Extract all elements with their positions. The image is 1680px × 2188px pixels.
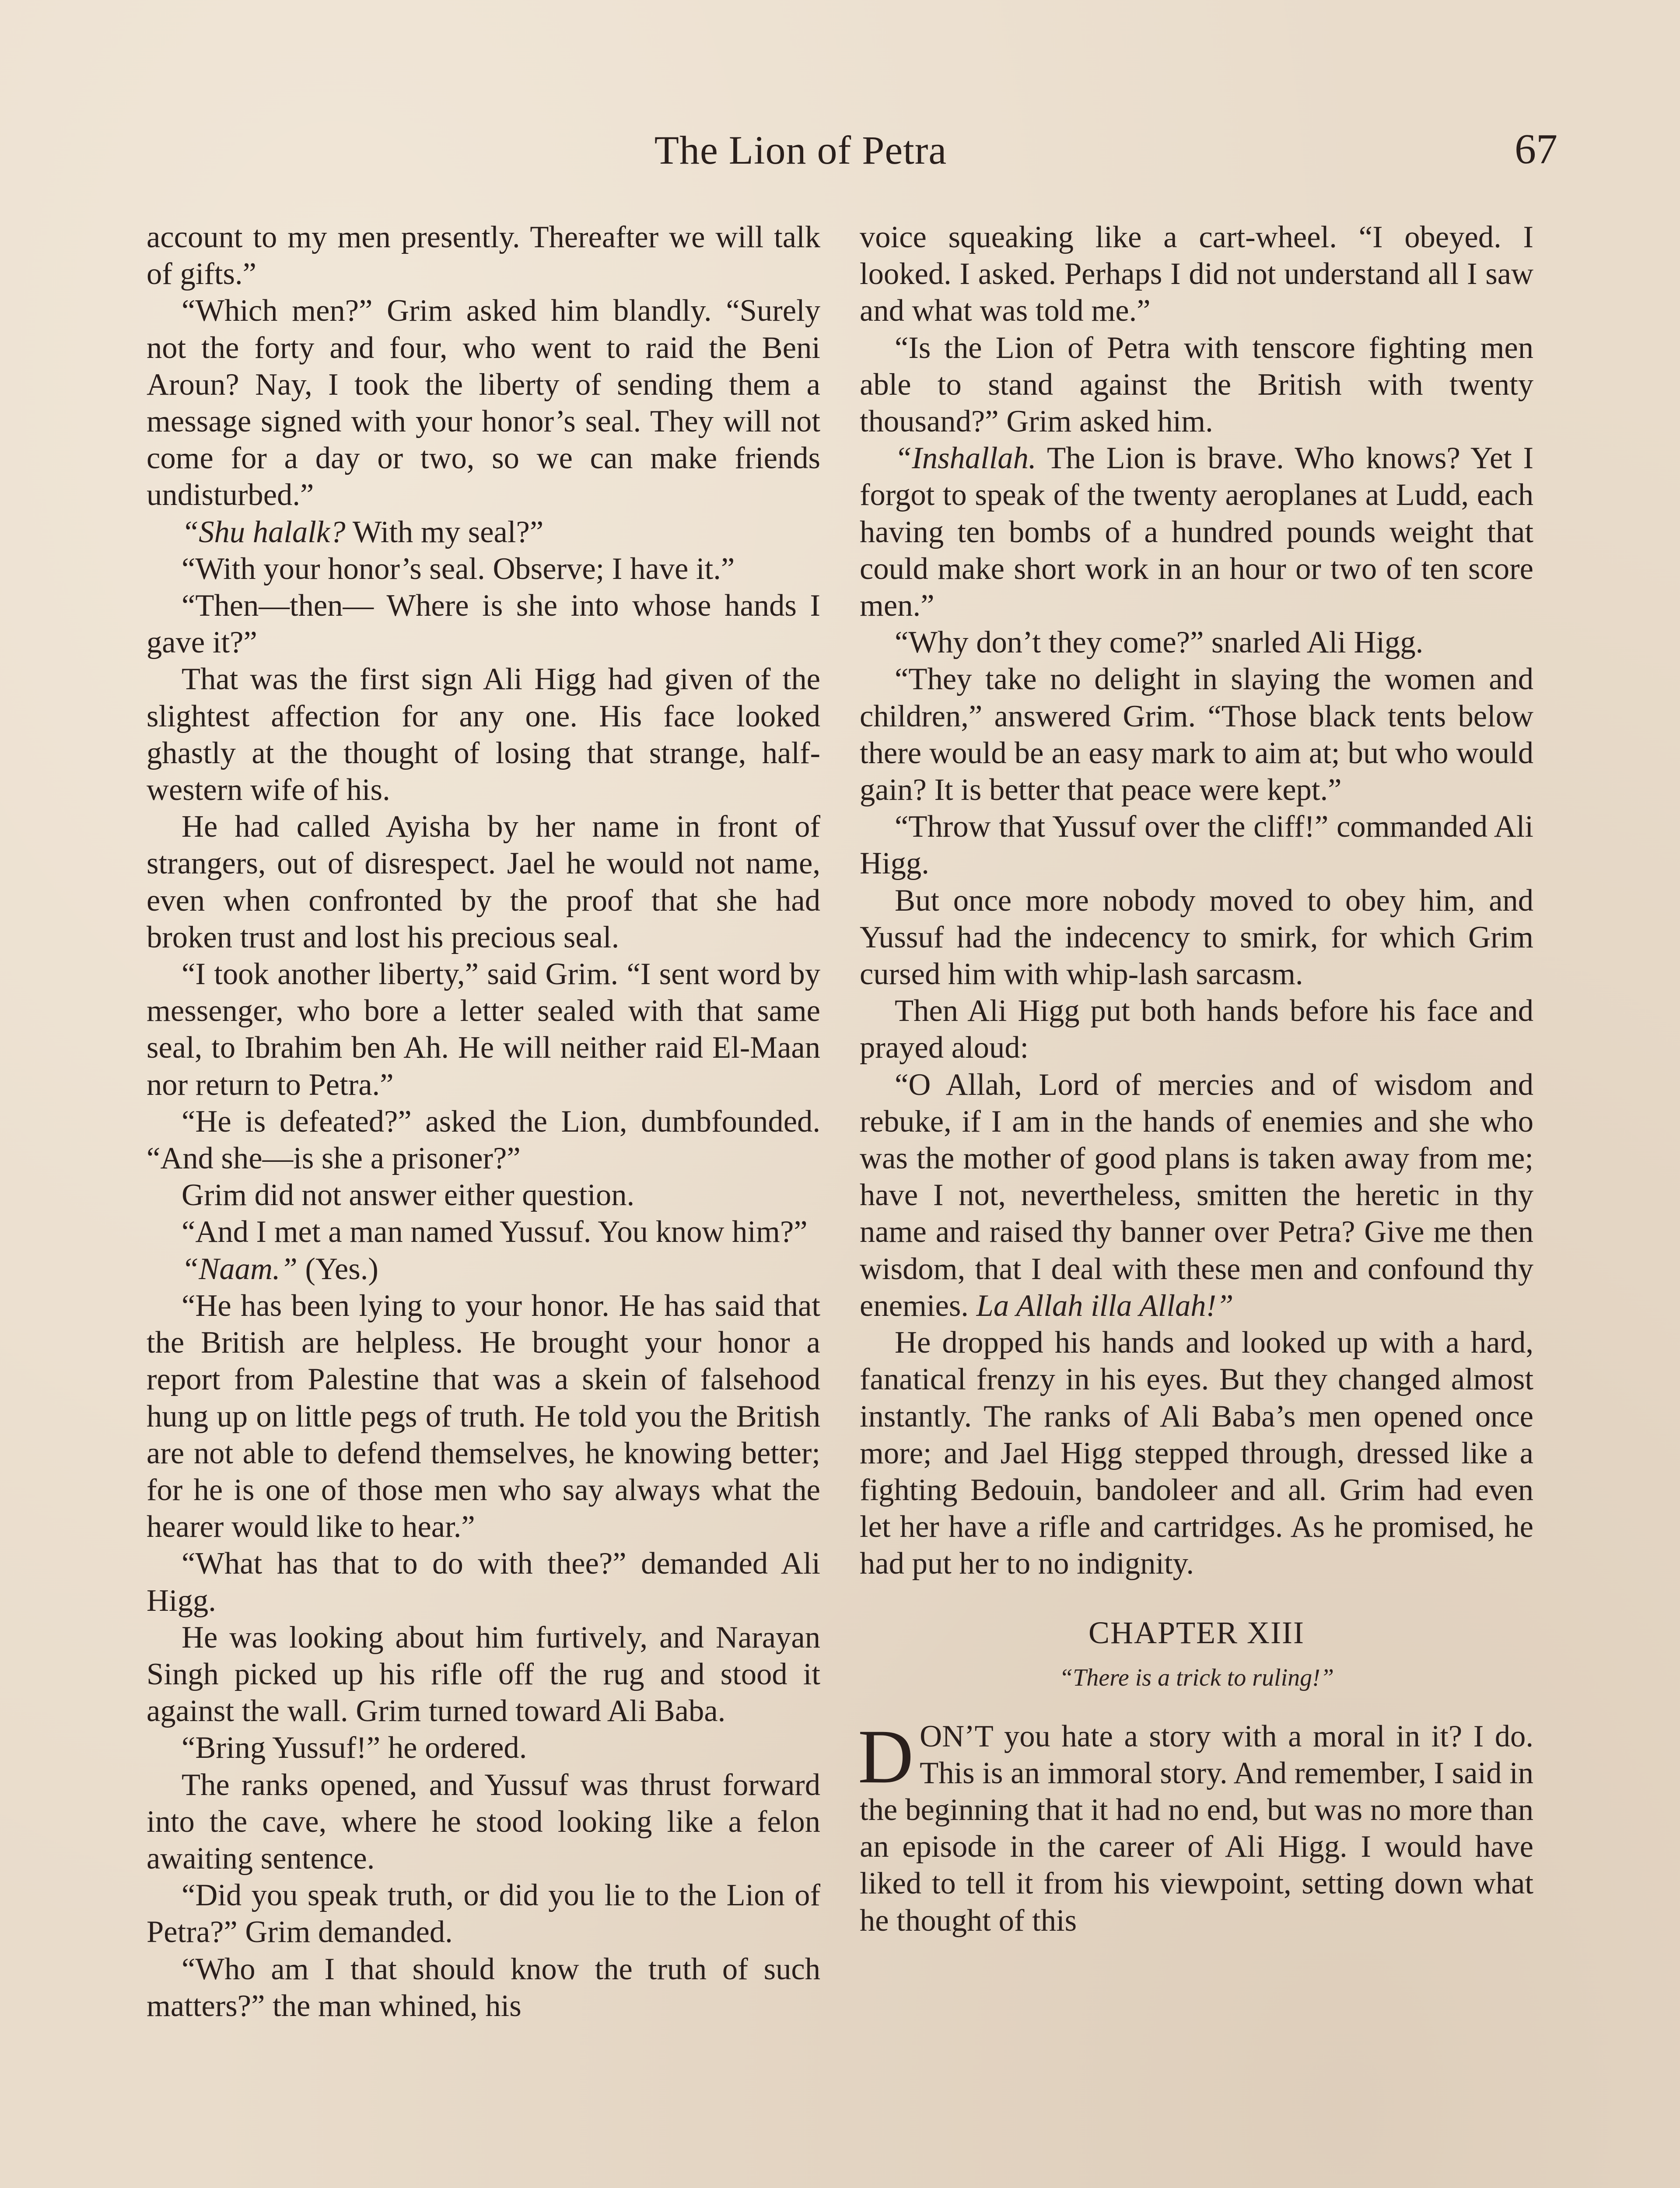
- running-title: The Lion of Petra: [654, 128, 947, 172]
- paragraph: [147, 1729, 820, 1766]
- chapter-opening-text: ON’T you hate a story with a moral in it? I do. This is an immoral story. And remember, I said in the beginning that it had no end, but was no more than an episode in the career of Ali Higg. I would have liked to tell it from his viewpoint, setting down what he thought of this: [860, 1719, 1533, 1938]
- paragraph-text: “I took another liberty,” said Grim. “I sent word by messenger, who bore a letter sealed with that same seal, to Ibrahim ben Ah. He will neither raid El-Maan nor return to Petra.”: [147, 957, 820, 1102]
- paragraph-text: “O Allah, Lord of mercies and of wisdom and rebuke, if I am in the hands of enemies and she who was the mother of good plans is taken away from me; have I not, nevertheless, smitten the heretic in thy name and raised thy banner over Petra? Give me then wisdom, that I deal with these men and confound thy enemies.: [860, 1067, 1533, 1323]
- paragraph-text: “Which men?” Grim asked him blandly. “Surely not the forty and four, who went to raid the Beni Aroun? Nay, I took the liberty of sending them a message signed with your honor’s seal. They will not come for a day or two, so we can make friends undisturbed.”: [147, 294, 820, 512]
- paragraph: [860, 1066, 1533, 1324]
- paragraph-text: The Lion is brave. Who knows? Yet I forgot to speak of the twenty aeroplanes at Ludd, each having ten bombs of a hundred pounds weight that could make short work in an hour or two of ten score men.”: [860, 441, 1533, 623]
- paragraph: [147, 1877, 820, 1950]
- paragraph: [147, 956, 820, 1103]
- paragraph-text: He was looking about him furtively, and Narayan Singh picked up his rifle off the rug and stood it against the wall. Grim turned toward Ali Baba.: [147, 1620, 820, 1729]
- chapter-opening-paragraph: [858, 1714, 1533, 1939]
- paragraph-text: “Who am I that should know the truth of such matters?” the man whined, his: [147, 1952, 820, 2023]
- page-number: 67: [1515, 126, 1558, 173]
- paragraph-text: He dropped his hands and looked up with a hard, fanatical frenzy in his eyes. But they changed almost instantly. The ranks of Ali Baba’s men opened once more; and Jael Higg stepped through, dressed like a fighting Bedouin, bandoleer and all. Grim had even let her have a rifle and cartridges. As he promised, he had put her to no indignity.: [860, 1325, 1533, 1581]
- italic-text: “Inshallah.: [895, 441, 1036, 476]
- italic-text: “Naam.”: [182, 1252, 298, 1286]
- paragraph: [860, 624, 1533, 661]
- paragraph: [147, 661, 820, 808]
- paragraph-text: account to my men presently. Thereafter we will talk of gifts.”: [147, 220, 820, 291]
- paragraph: [860, 330, 1533, 440]
- paragraph-text: “Is the Lion of Petra with tenscore fighting men able to stand against the British with twenty thousand?” Grim asked him.: [860, 330, 1533, 439]
- drop-cap: D: [858, 1714, 914, 1799]
- paragraph: [147, 1177, 820, 1213]
- paragraph-text: “Did you speak truth, or did you lie to the Lion of Petra?” Grim demanded.: [147, 1878, 820, 1950]
- italic-text: La Allah illa Allah!”: [976, 1288, 1234, 1323]
- paragraph: [860, 440, 1533, 624]
- paragraph: [147, 1103, 820, 1177]
- left-column: [147, 219, 820, 2024]
- paragraph-text: The ranks opened, and Yussuf was thrust forward into the cave, where he stood looking like a felon awaiting sentence.: [147, 1767, 820, 1876]
- right-column-paragraphs: [860, 219, 1533, 1582]
- paragraph: [147, 1287, 820, 1545]
- chapter-epigraph: “There is a trick to ruling!”: [1059, 1664, 1334, 1691]
- paragraph: [147, 1213, 820, 1250]
- paragraph: [147, 219, 820, 292]
- paragraph-text: voice squeaking like a cart-wheel. “I obeyed. I looked. I asked. Perhaps I did not understand all I saw and what was told me.”: [860, 220, 1533, 328]
- paragraph-text: “With your honor’s seal. Observe; I have it.”: [182, 551, 735, 586]
- paragraph-text: “Throw that Yussuf over the cliff!” commanded Ali Higg.: [860, 810, 1533, 881]
- paragraph-text: (Yes.): [297, 1252, 378, 1286]
- paragraph: [860, 882, 1533, 993]
- paragraph: [147, 1619, 820, 1730]
- paragraph-text: “They take no delight in slaying the women and children,” answered Grim. “Those black tents below there would be an easy mark to aim at; but who would gain? It is better that peace were kept.”: [860, 662, 1533, 807]
- paragraph-text: That was the first sign Ali Higg had given of the slightest affection for any one. His face looked ghastly at the thought of losing that strange, half-western wife of his.: [147, 662, 820, 807]
- paragraph: [147, 1767, 820, 1877]
- right-column: [860, 219, 1533, 1939]
- paragraph: [147, 808, 820, 956]
- paragraph: [147, 587, 820, 661]
- paragraph-text: He had called Ayisha by her name in front of strangers, out of disrespect. Jael he would not name, even when confronted by the proof that she had broken trust and lost his precious seal.: [147, 810, 820, 954]
- paragraph-text: Grim did not answer either question.: [182, 1178, 635, 1213]
- paragraph: [147, 1951, 820, 2024]
- paragraph-text: Then Ali Higg put both hands before his face and prayed aloud:: [860, 994, 1533, 1065]
- paragraph-text: “He has been lying to your honor. He has said that the British are helpless. He brought your honor a report from Palestine that was a skein of falsehood hung up on little pegs of truth. He told you the British are not able to defend themselves, he knowing better; for he is one of those men who say always what the hearer would like to hear.”: [147, 1288, 820, 1544]
- paragraph: [147, 514, 820, 551]
- paragraph-text: “He is defeated?” asked the Lion, dumbfounded. “And she—is she a prisoner?”: [147, 1104, 820, 1176]
- paragraph-text: “Then—then— Where is she into whose hands I gave it?”: [147, 589, 820, 660]
- paragraph: [147, 551, 820, 587]
- paragraph: [860, 992, 1533, 1066]
- chapter-heading: CHAPTER XIII: [1088, 1615, 1305, 1650]
- paragraph: [860, 808, 1533, 882]
- paragraph-text: “And I met a man named Yussuf. You know him?”: [182, 1215, 808, 1249]
- italic-text: “Shu halalk?: [182, 515, 346, 549]
- paragraph: [147, 292, 820, 513]
- paragraph-text: “What has that to do with thee?” demanded Ali Higg.: [147, 1546, 820, 1618]
- paragraph: [147, 1251, 820, 1287]
- paragraph-text: “Why don’t they come?” snarled Ali Higg.: [895, 625, 1424, 660]
- paragraph-text: “Bring Yussuf!” he ordered.: [182, 1731, 527, 1765]
- paragraph: [860, 1324, 1533, 1582]
- paragraph-text: But once more nobody moved to obey him, and Yussuf had the indecency to smirk, for which Grim cursed him with whip-lash sarcasm.: [860, 883, 1533, 992]
- paragraph: [860, 219, 1533, 330]
- paragraph-text: With my seal?”: [345, 515, 544, 549]
- paragraph: [147, 1545, 820, 1619]
- paragraph: [860, 661, 1533, 808]
